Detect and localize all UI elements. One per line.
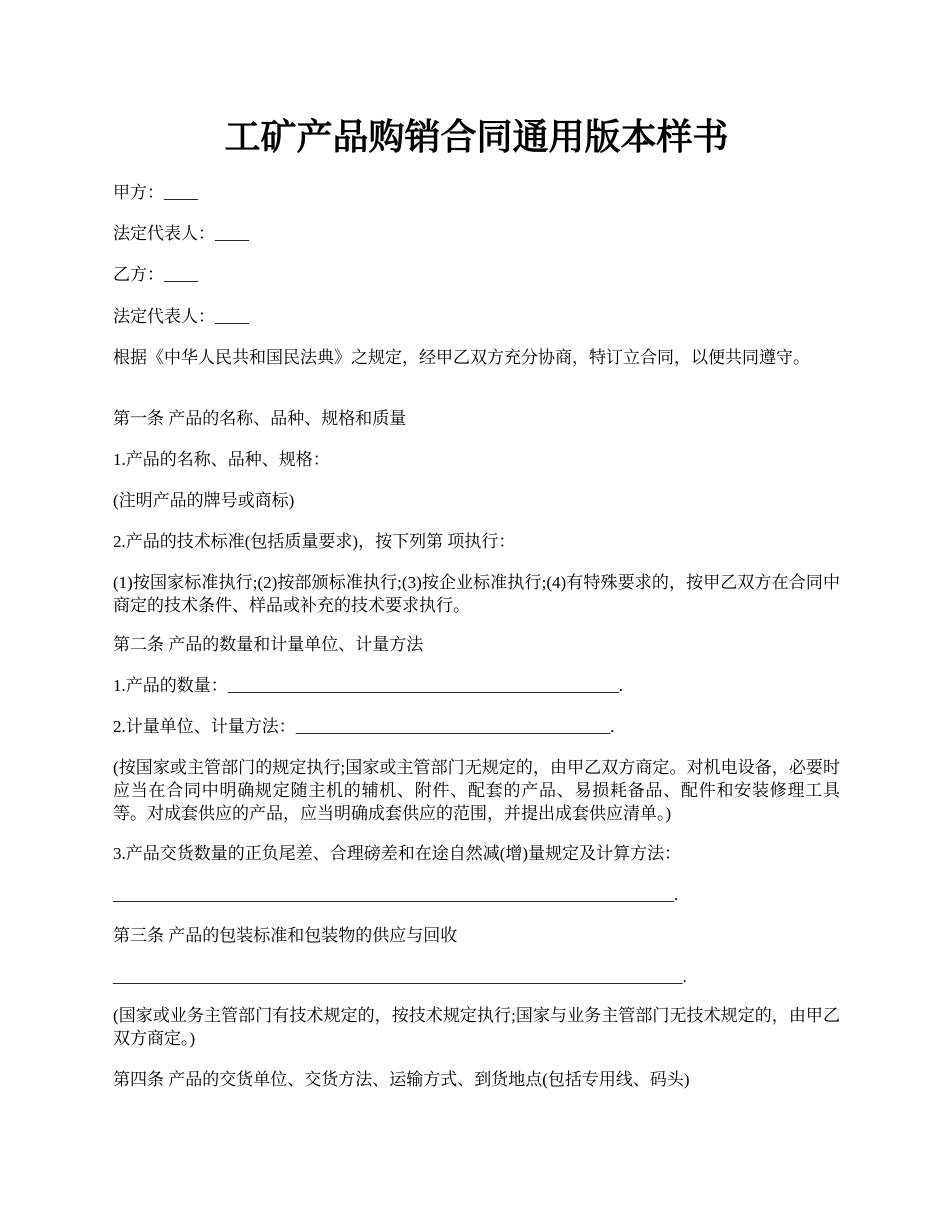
article-1-item-2-detail: (1)按国家标准执行;(2)按部颁标准执行;(3)按企业标准执行;(4)有特殊要求的，按甲乙双方在合同中商定的技术条件、样品或补充的技术要求执行。 <box>113 573 840 615</box>
article-2-heading: 第二条 产品的数量和计量单位、计量方法 <box>113 635 424 654</box>
article-2-item-2: 2.计量单位、计量方法：_____________________________________. <box>113 717 615 736</box>
party-a-representative-line: 法定代表人：____ <box>113 224 249 243</box>
article-1-heading: 第一条 产品的名称、品种、规格和质量 <box>113 409 407 428</box>
article-2-item-3: 3.产品交货数量的正负尾差、合理磅差和在途自然减(增)量规定及计算方法： <box>113 844 682 863</box>
party-b-representative-line: 法定代表人：____ <box>113 307 249 326</box>
article-1-item-2: 2.产品的技术标准(包括质量要求)，按下列第 项执行： <box>113 532 516 551</box>
preamble-paragraph: 根据《中华人民共和国民法典》之规定，经甲乙双方充分协商，特订立合同，以便共同遵守。 <box>113 348 810 367</box>
article-4-heading: 第四条 产品的交货单位、交货方法、运输方式、到货地点(包括专用线、码头) <box>113 1070 690 1089</box>
article-1-note-1: (注明产品的牌号或商标) <box>113 491 295 510</box>
article-2-note: (按国家或主管部门的规定执行;国家或主管部门无规定的，由甲乙双方商定。对机电设备，必要时应当在合同中明确规定随主机的辅机、附件、配套的产品、易损耗备品、配件和安装修理工具等。对成套供应的产品，应当明确成套供应的范围，并提出成套供应清单。) <box>113 758 840 823</box>
party-b-line: 乙方：____ <box>113 265 198 284</box>
article-1-item-1: 1.产品的名称、品种、规格： <box>113 450 330 469</box>
document-title: 工矿产品购销合同通用版本样书 <box>224 117 729 157</box>
party-a-line: 甲方：____ <box>113 183 198 202</box>
article-3-note: (国家或业务主管部门有技术规定的，按技术规定执行;国家与业务主管部门无技术规定的，由甲乙双方商定。) <box>113 1006 840 1048</box>
article-3-heading: 第三条 产品的包装标准和包装物的供应与回收 <box>113 926 458 945</box>
article-2-item-1: 1.产品的数量：______________________________________________. <box>113 676 623 695</box>
article-2-item-3-blank: __________________________________________________________________. <box>113 885 679 904</box>
article-3-blank: ___________________________________________________________________. <box>113 967 687 986</box>
